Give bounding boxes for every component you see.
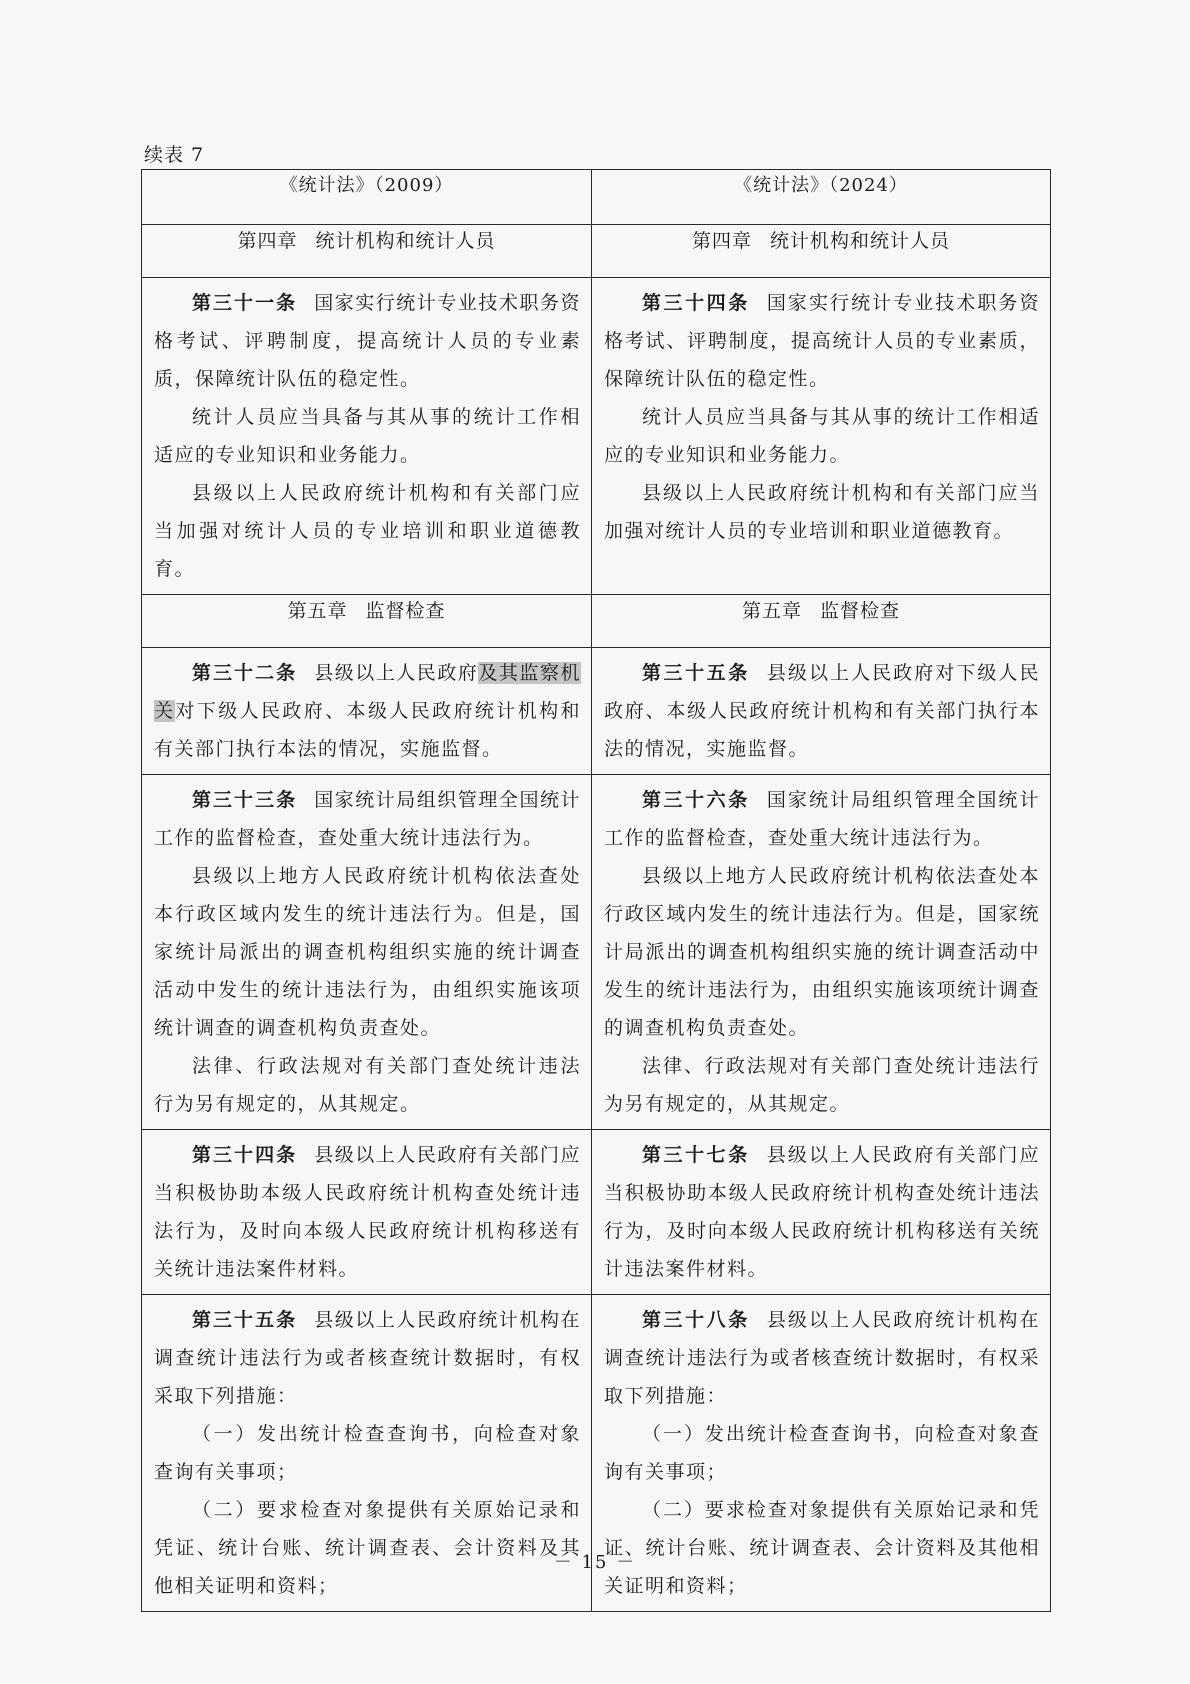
chapter-number: 第五章	[741, 600, 802, 622]
chapter-title: 监督检查	[820, 600, 901, 622]
paragraph: 统计人员应当具备与其从事的统计工作相适应的专业知识和业务能力。	[154, 406, 581, 466]
chapter-5-row	[142, 595, 1051, 648]
paragraph	[154, 284, 581, 398]
article-number: 第三十八条	[642, 1309, 750, 1331]
paragraph: 县级以上地方人民政府统计机构依法查处本行政区域内发生的统计违法行为。但是，国家统计局派出的调查机构组织实施的统计调查活动中发生的统计违法行为，由组织实施该项统计调查的调查机构负责查处。	[604, 865, 1040, 1039]
chapter-5-right	[592, 595, 1051, 648]
paragraph: 县级以上人民政府统计机构和有关部门应当加强对统计人员的专业培训和职业道德教育。	[154, 482, 581, 580]
article-number: 第三十二条	[192, 662, 298, 684]
paragraph	[154, 1136, 581, 1288]
chapter-5-left	[142, 595, 592, 648]
article-row	[142, 775, 1051, 1130]
article-number: 第三十三条	[192, 789, 298, 811]
paragraph-text: 县级以上人民政府	[314, 662, 479, 684]
paragraph	[604, 781, 1040, 857]
article-left	[142, 278, 592, 595]
paragraph-text: 县级以上人民政府统计机构在调查统计违法行为或者核查统计数据时，有权采取下列措施：	[154, 1309, 581, 1407]
paragraph-text: 对下级人民政府、本级人民政府统计机构和有关部门执行本法的情况，实施监督。	[154, 700, 581, 760]
header-2009: 《统计法》（2009）	[142, 170, 592, 225]
chapter-title: 监督检查	[365, 600, 446, 622]
paragraph: 统计人员应当具备与其从事的统计工作相适应的专业知识和业务能力。	[604, 406, 1040, 466]
chapter-4-row	[142, 225, 1051, 278]
paragraph	[604, 1301, 1040, 1415]
chapter-title: 统计机构和统计人员	[770, 230, 951, 252]
paragraph-text: 县级以上人民政府有关部门应当积极协助本级人民政府统计机构查处统计违法行为，及时向本级人民政府统计机构移送有关统计违法案件材料。	[154, 1144, 581, 1280]
table-header-row	[142, 170, 1051, 225]
paragraph: 县级以上地方人民政府统计机构依法查处本行政区域内发生的统计违法行为。但是，国家统计局派出的调查机构组织实施的统计调查活动中发生的统计违法行为，由组织实施该项统计调查的调查机构负责查处。	[154, 865, 581, 1039]
chapter-4-left	[142, 225, 592, 278]
article-number: 第三十六条	[642, 789, 750, 811]
paragraph-text: 国家实行统计专业技术职务资格考试、评聘制度，提高统计人员的专业素质，保障统计队伍的稳定性。	[154, 292, 581, 390]
paragraph: （二）要求检查对象提供有关原始记录和凭证、统计台账、统计调查表、会计资料及其他相关证明和资料；	[154, 1499, 581, 1597]
article-row	[142, 648, 1051, 775]
paragraph: （一）发出统计检查查询书，向检查对象查询有关事项；	[154, 1423, 581, 1483]
article-right	[592, 1130, 1051, 1295]
paragraph-text: 国家实行统计专业技术职务资格考试、评聘制度，提高统计人员的专业素质，保障统计队伍的稳定性。	[604, 292, 1040, 390]
article-number: 第三十五条	[192, 1309, 298, 1331]
paragraph	[604, 654, 1040, 768]
article-number: 第三十四条	[192, 1144, 298, 1166]
paragraph-text: 县级以上人民政府统计机构在调查统计违法行为或者核查统计数据时，有权采取下列措施：	[604, 1309, 1040, 1407]
paragraph-text: 县级以上人民政府有关部门应当积极协助本级人民政府统计机构查处统计违法行为，及时向本级人民政府统计机构移送有关统计违法案件材料。	[604, 1144, 1040, 1280]
chapter-4-right	[592, 225, 1051, 278]
article-number: 第三十四条	[642, 292, 750, 314]
article-row	[142, 278, 1051, 595]
article-right	[592, 775, 1051, 1130]
table-caption: 续表 7	[144, 144, 205, 166]
article-right	[592, 278, 1051, 595]
article-left	[142, 1130, 592, 1295]
article-left	[142, 648, 592, 775]
article-row	[142, 1130, 1051, 1295]
chapter-number: 第四章	[691, 230, 752, 252]
paragraph	[604, 284, 1040, 398]
paragraph	[154, 1301, 581, 1415]
paragraph	[604, 1136, 1040, 1288]
highlighted-text: 及其监察机关	[154, 662, 581, 722]
paragraph: （一）发出统计检查查询书，向检查对象查询有关事项；	[604, 1423, 1040, 1483]
paragraph: 县级以上人民政府统计机构和有关部门应当加强对统计人员的专业培训和职业道德教育。	[604, 482, 1040, 542]
paragraph	[154, 654, 581, 768]
chapter-number: 第五章	[287, 600, 348, 622]
paragraph	[154, 781, 581, 857]
paragraph: （二）要求检查对象提供有关原始记录和凭证、统计台账、统计调查表、会计资料及其他相关证明和资料；	[604, 1499, 1040, 1597]
header-2024: 《统计法》（2024）	[592, 170, 1051, 225]
article-number: 第三十七条	[642, 1144, 750, 1166]
paragraph: 法律、行政法规对有关部门查处统计违法行为另有规定的，从其规定。	[604, 1055, 1040, 1115]
comparison-table	[141, 169, 1051, 1612]
paragraph-text: 县级以上人民政府对下级人民政府、本级人民政府统计机构和有关部门执行本法的情况，实施监督。	[604, 662, 1040, 760]
paragraph-text: 国家统计局组织管理全国统计工作的监督检查，查处重大统计违法行为。	[604, 789, 1040, 849]
chapter-number: 第四章	[237, 230, 298, 252]
chapter-title: 统计机构和统计人员	[315, 230, 496, 252]
article-right	[592, 648, 1051, 775]
paragraph: 法律、行政法规对有关部门查处统计违法行为另有规定的，从其规定。	[154, 1055, 581, 1115]
paragraph-text: 国家统计局组织管理全国统计工作的监督检查，查处重大统计违法行为。	[154, 789, 581, 849]
article-left	[142, 775, 592, 1130]
article-number: 第三十一条	[192, 292, 298, 314]
page-number: － 15 －	[553, 1552, 637, 1573]
article-number: 第三十五条	[642, 662, 750, 684]
